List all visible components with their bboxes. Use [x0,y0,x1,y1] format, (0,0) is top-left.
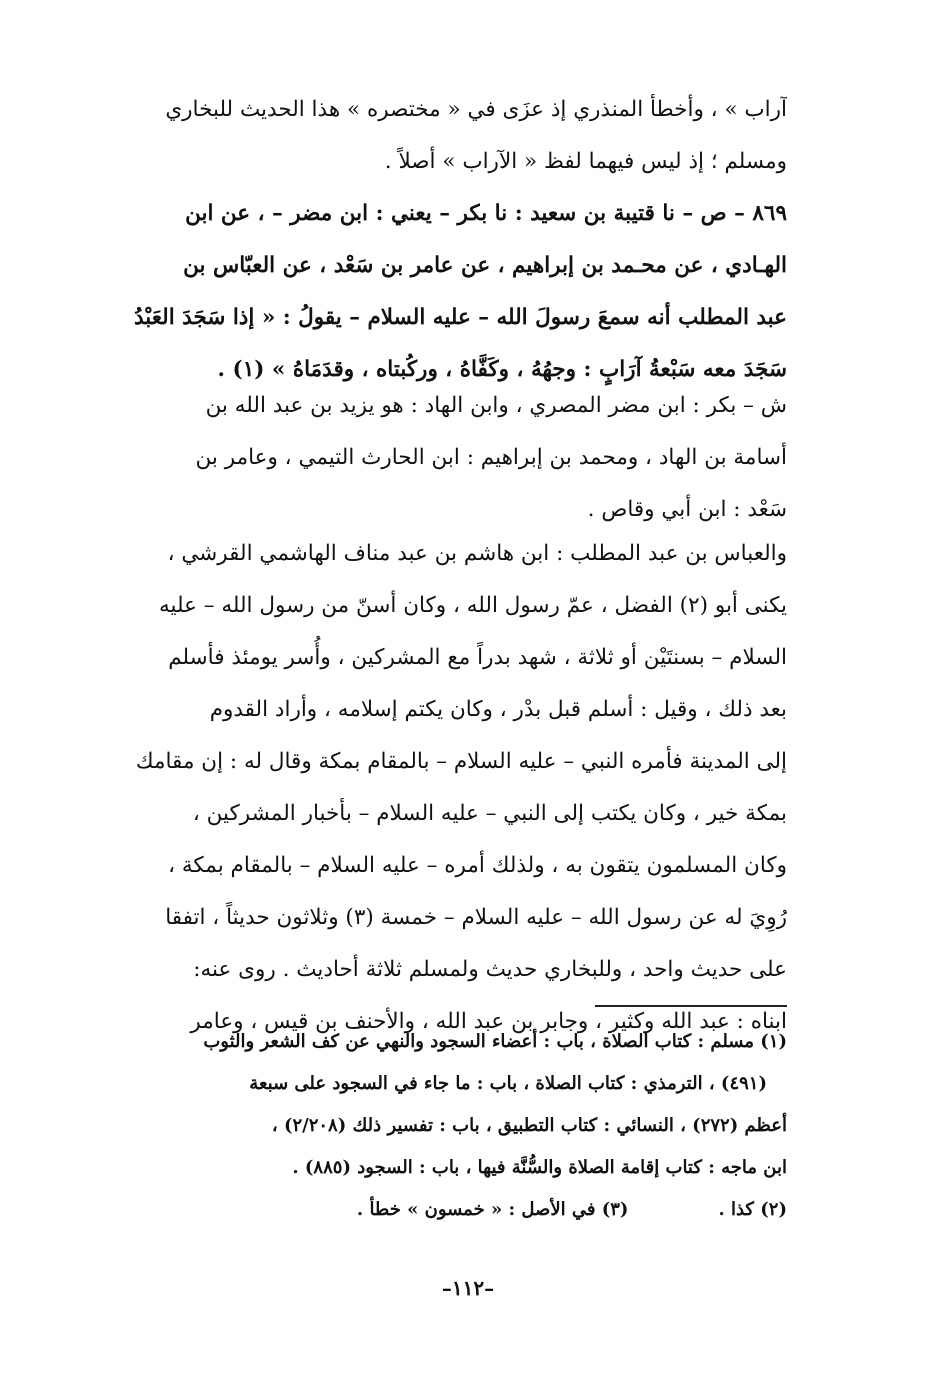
text-line: آراب » ، وأخطأ المنذري إذ عزَى في « مختصره » هذا الحديث للبخاري [165,97,787,122]
footnotes [104,1021,787,1231]
text-line: على حديث واحد ، وللبخاري حديث ولمسلم ثلاثة أحاديث . روى عنه: [193,957,787,982]
footnote-1-line: (٤٩١) ، الترمذي : كتاب الصلاة ، باب : ما جاء في السجود على سبعة [249,1073,767,1094]
text-line: رُوِيَ له عن رسول الله – عليه السلام – خمسة (٣) وثلاثون حديثاً ، اتفقا [165,905,787,930]
footnote-3: (٣) في الأصل : « خمسون » خطأ . [356,1199,629,1220]
text-line: يكنى أبو (٢) الفضل ، عمّ رسول الله ، وكان أسنّ من رسول الله – عليه [158,593,787,618]
text-line: بعد ذلك ، وقيل : أسلم قبل بدْر ، وكان يكتم إسلامه ، وأراد القدوم [209,697,787,722]
text-line: والعباس بن عبد المطلب : ابن هاشم بن عبد مناف الهاشمي القرشي ، [167,541,787,566]
explanation-paragraph [104,380,787,536]
text-line: بمكة خير ، وكان يكتب إلى النبي – عليه السلام – بأخبار المشركين ، [192,801,787,826]
text-line: سَجَدَ معه سَبْعةُ آرَابٍ : وجهُهُ ، وكَفَّاهُ ، وركُبتاه ، وقدَمَاهُ » (١) . [217,357,787,382]
text-line: ش – بكر : ابن مضر المصري ، وابن الهاد : هو يزيد بن عبد الله بن [205,393,787,418]
text-line: وكان المسلمون يتقون به ، ولذلك أمره – عليه السلام – بالمقام بمكة ، [168,853,787,878]
text-line: ٨٦٩ – ص – نا قتيبة بن سعيد : نا بكر – يعني : ابن مضر – ، عن ابن [185,201,787,226]
text-line: عبد المطلب أنه سمعَ رسولَ الله – عليه السلام – يقولُ : « إذا سَجَدَ العَبْدُ [134,305,787,330]
footnote-1-line: ابن ماجه : كتاب إقامة الصلاة والسُّنَّة فيها ، باب : السجود (٨٨٥) . [292,1157,787,1178]
text-line: أسامة بن الهاد ، ومحمد بن إبراهيم : ابن الحارث التيمي ، وعامر بن [195,445,787,470]
text-line: ومسلم ؛ إذ ليس فيهما لفظ « الآراب » أصلاً . [384,149,787,174]
text-line: إلى المدينة فأمره النبي – عليه السلام – بالمقام بمكة وقال له : إن مقامك [135,749,787,774]
footnote-1-line: (١) مسلم : كتاب الصلاة ، باب : أعضاء السجود والنهي عن كف الشعر والثوب [203,1031,787,1052]
text-line: السلام – بسنتَيْن أو ثلاثة ، شهد بدراً مع المشركين ، وأُسر يومئذ فأسلم [168,645,787,670]
text-line: سَعْد : ابن أبي وقاص . [587,497,787,522]
text-line: ابناه : عبد الله وكثير ، وجابر بن عبد الله ، والأحنف بن قيس ، وعامر [190,1009,787,1034]
biography-paragraph [104,528,787,1048]
footnote-divider [595,1005,787,1007]
footnote-2: (٢) كذا . [718,1199,787,1220]
intro-paragraph [104,84,787,188]
footnote-1-line: أعظم (٢٧٢) ، النسائي : كتاب التطبيق ، باب : تفسير ذلك (٢/٢٠٨) ، [271,1115,787,1136]
footnotes-2-3-row [104,1189,787,1231]
hadith-paragraph [104,188,787,396]
text-line: الهـادي ، عن محـمد بن إبراهيم ، عن عامر بن سَعْد ، عن العبّاس بن [183,253,787,278]
page-number: –١١٢– [441,1276,495,1300]
